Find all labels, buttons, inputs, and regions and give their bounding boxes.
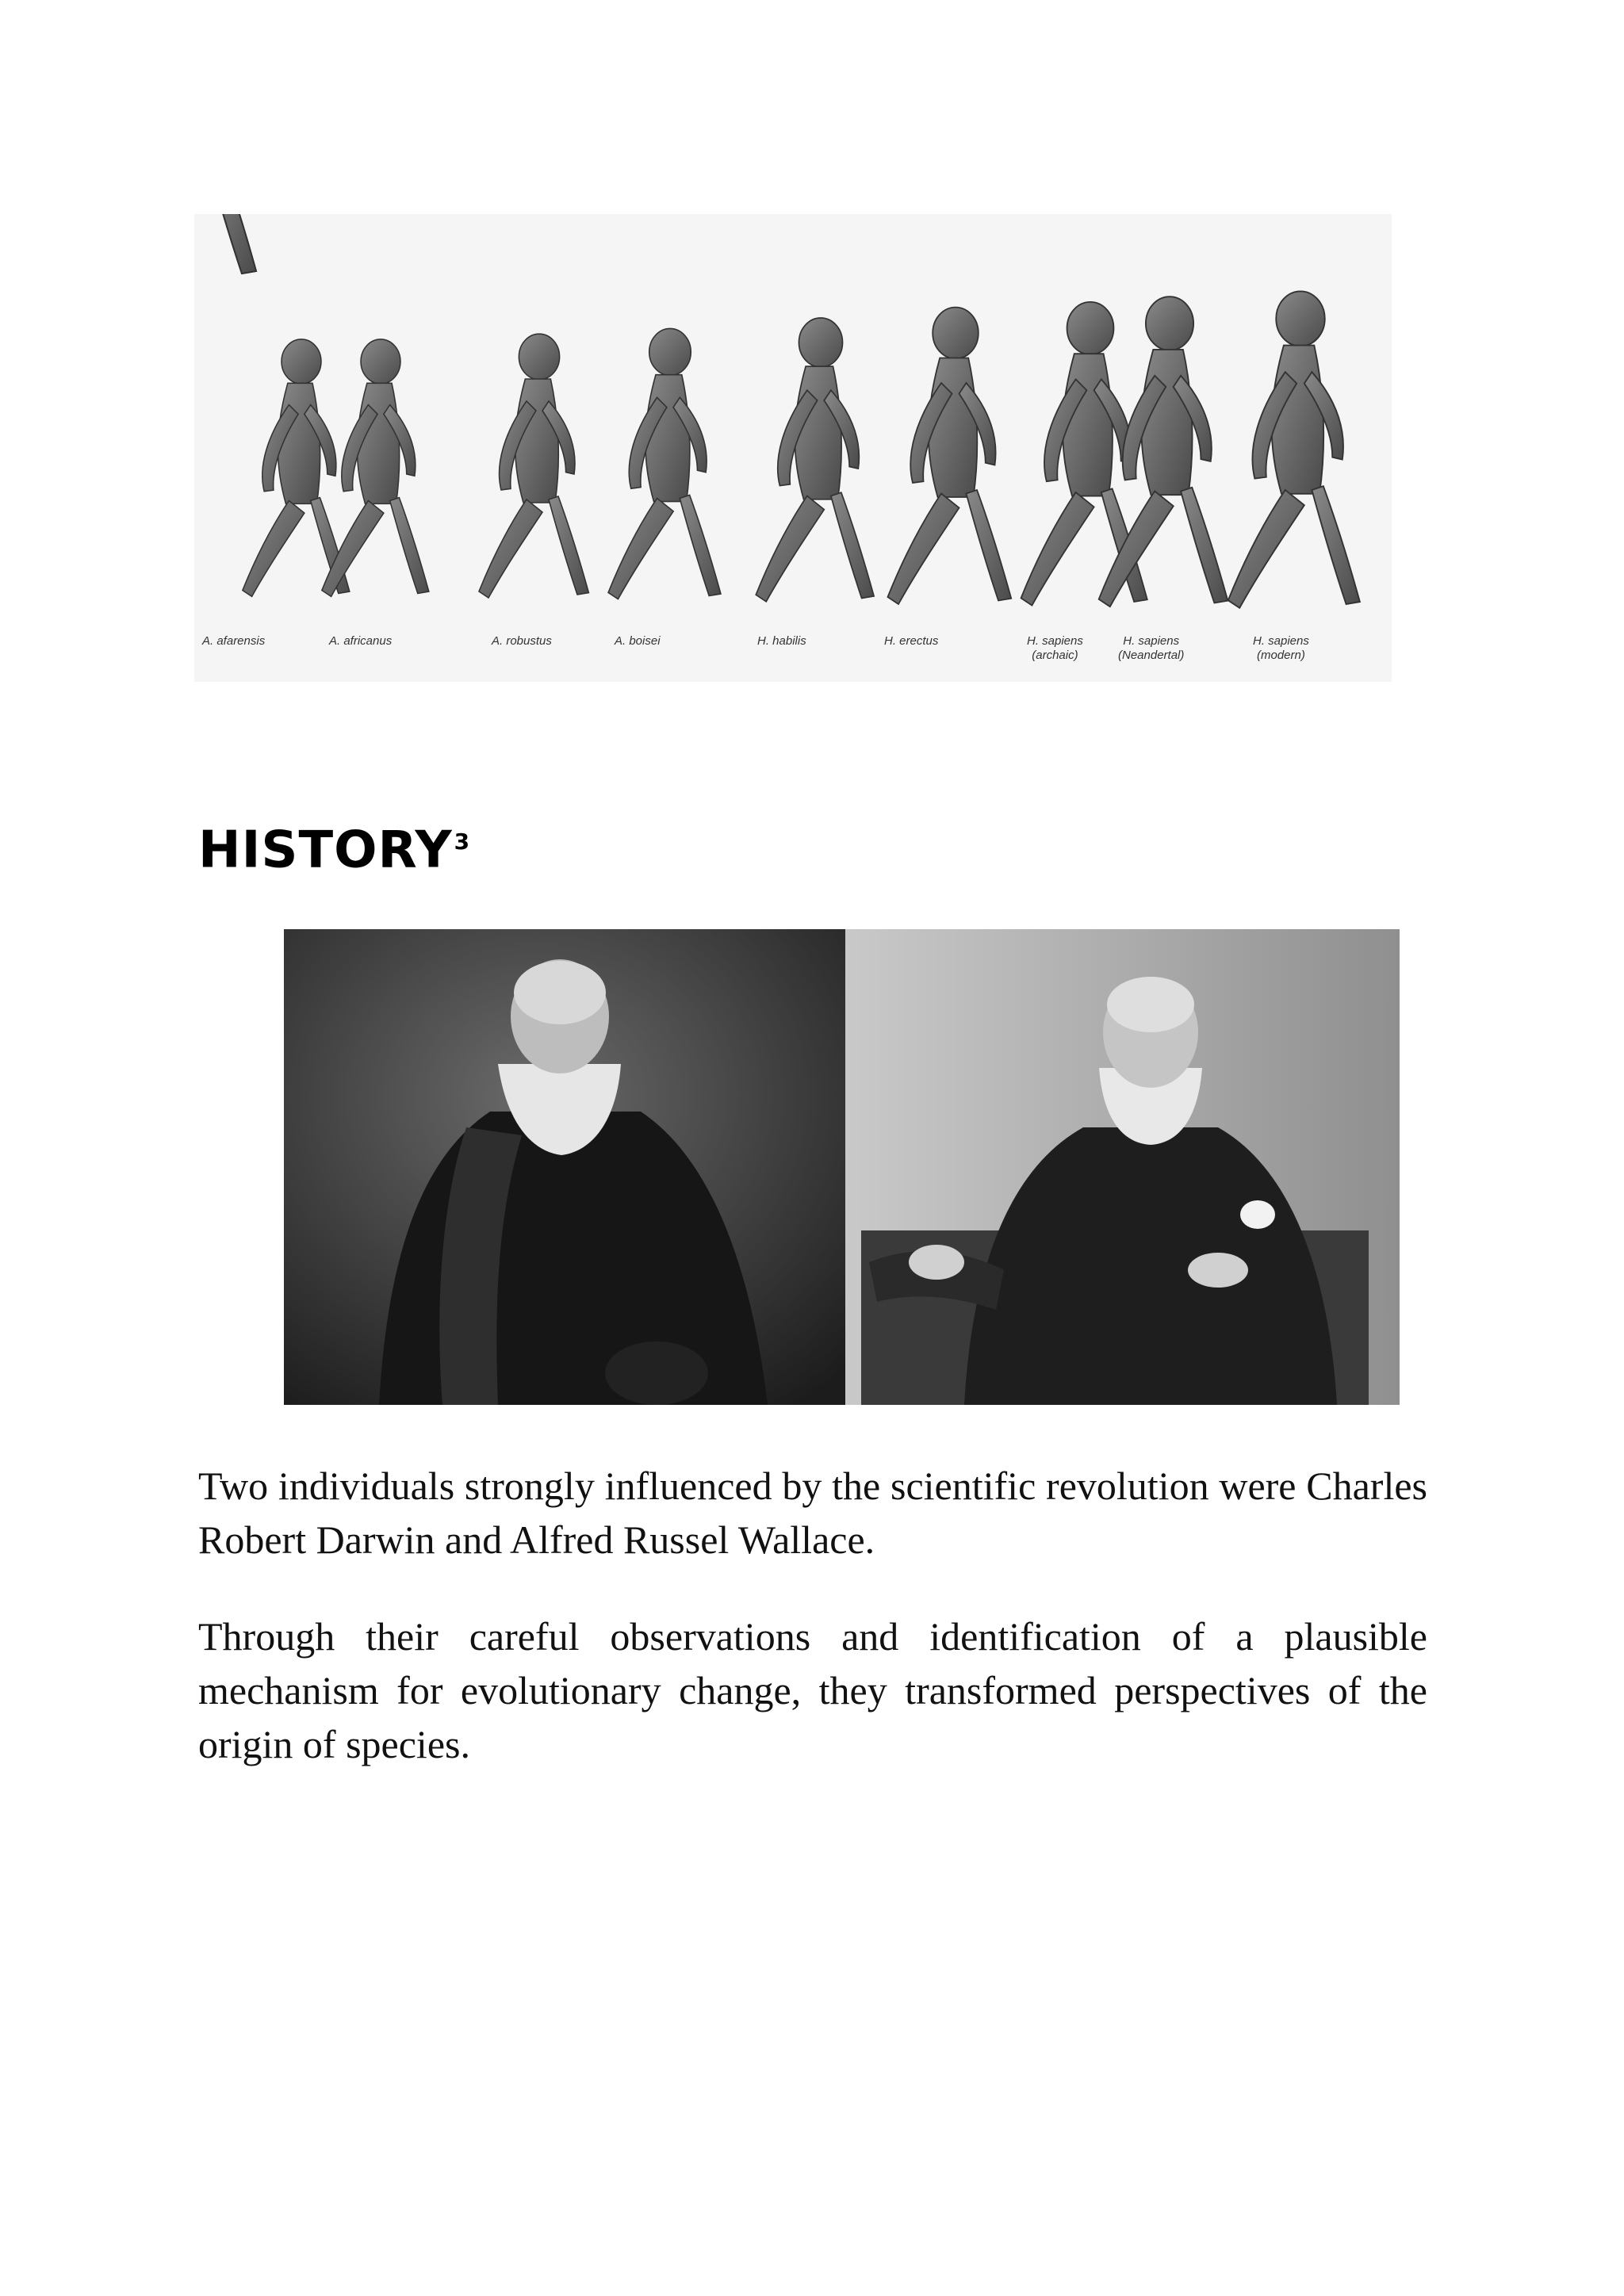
label-a-boisei: A. boisei xyxy=(615,634,661,648)
label-a-africanus: A. africanus xyxy=(329,634,393,648)
paragraph-2: Through their careful observations and identification of a plausible mechanism for evolutionary change, they transformed perspectives of the origin of species. xyxy=(198,1614,1427,1766)
portrait-pair xyxy=(284,929,1400,1405)
evolution-figures-graphic xyxy=(194,214,1392,682)
label-h-sapiens-modern: H. sapiens (modern) xyxy=(1253,634,1309,662)
label-h-sapiens-neandertal: H. sapiens (Neandertal) xyxy=(1118,634,1185,662)
heading-text: HISTORY xyxy=(198,821,453,880)
label-a-afarensis: A. afarensis xyxy=(202,634,266,648)
label-h-sapiens-archaic: H. sapiens (archaic) xyxy=(1027,634,1083,662)
label-h-erectus: H. erectus xyxy=(884,634,939,648)
human-evolution-illustration xyxy=(194,214,1392,682)
label-a-robustus: A. robustus xyxy=(492,634,552,648)
darwin-portrait-graphic xyxy=(284,929,845,1405)
footnote-reference: 3 xyxy=(454,828,471,855)
section-heading xyxy=(198,810,470,882)
label-h-habilis: H. habilis xyxy=(757,634,806,648)
wallace-portrait-graphic xyxy=(845,929,1400,1405)
wallace-portrait xyxy=(845,929,1400,1405)
darwin-portrait xyxy=(284,929,845,1405)
paragraph-1: Two individuals strongly influenced by the scientific revolution were Charles Robert Darwin and Alfred Russel Wallace. xyxy=(198,1464,1427,1562)
